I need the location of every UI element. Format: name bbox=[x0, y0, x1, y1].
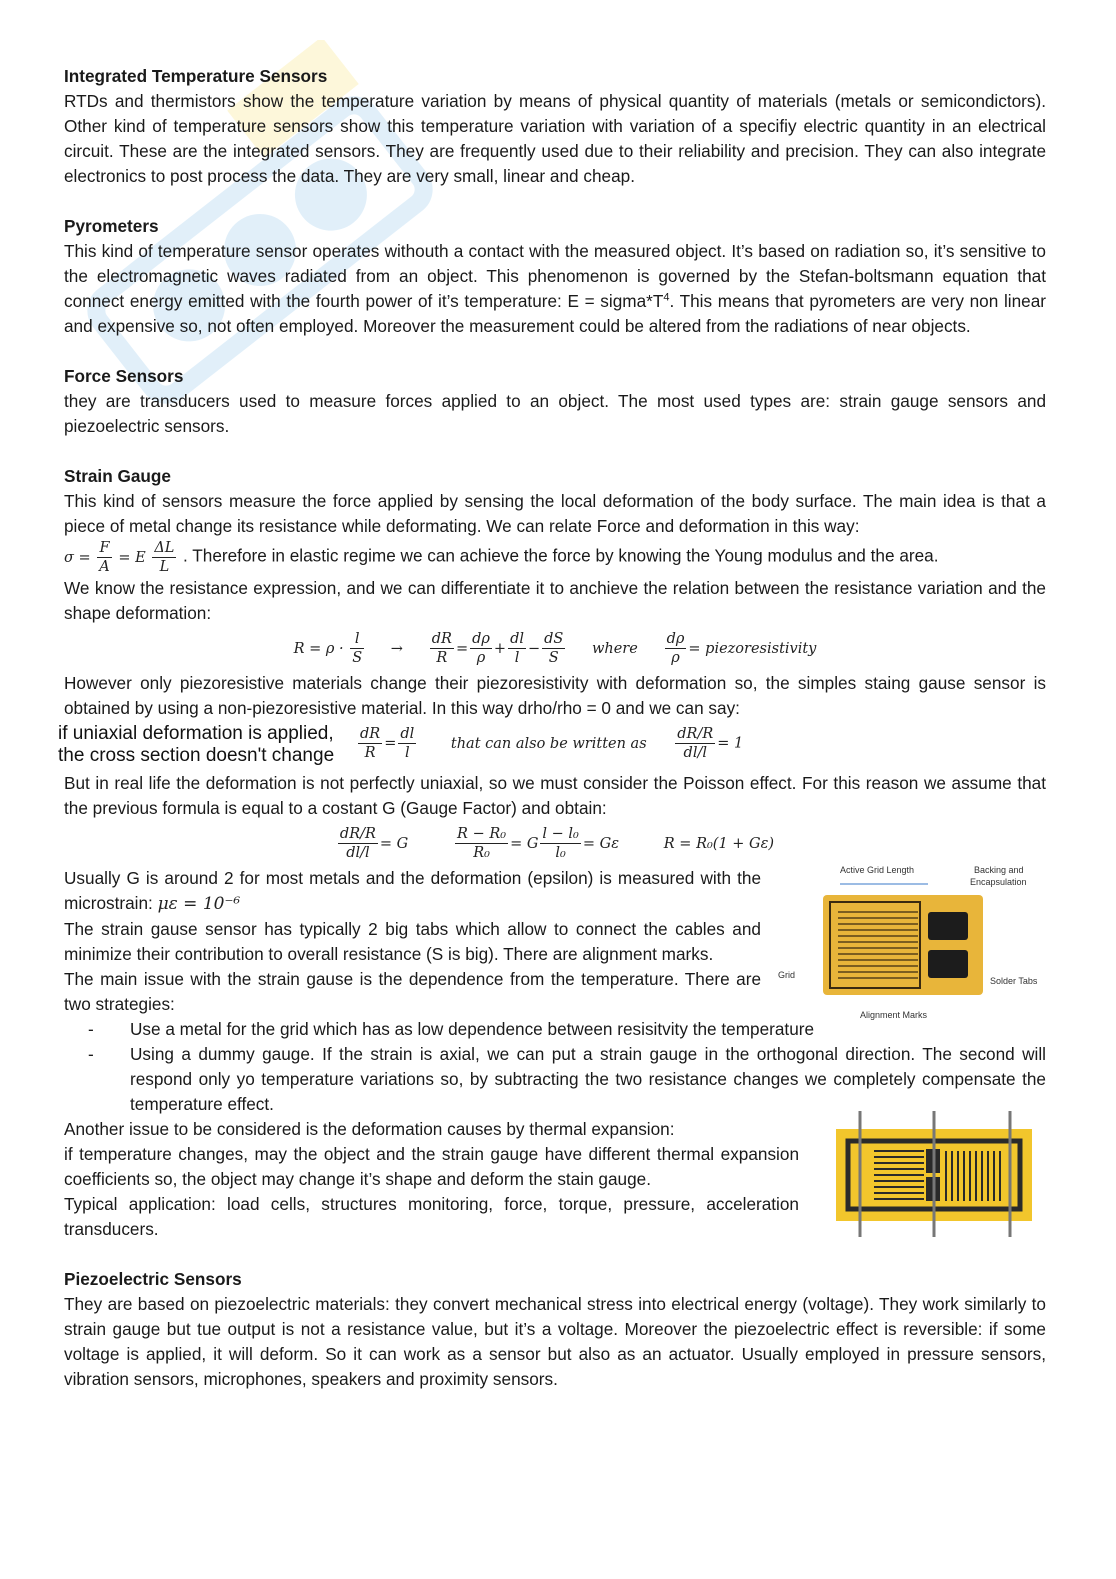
eq-u-eq: = bbox=[384, 735, 397, 752]
paragraph-strain-8: The main issue with the strain gause is the dependence from the temperature. There are two strategies: bbox=[64, 969, 761, 1014]
list-item: - Use a metal for the grid which has as low dependence between resisitvity the temperature bbox=[130, 1017, 1046, 1042]
paragraph-strain-1: This kind of sensors measure the force applied by sensing the local deformation of the body surface. The main idea is that a piece of metal change its resistance while deformating. We can relate Force and deformation in this way: bbox=[64, 491, 1046, 536]
label-solder-tabs: Solder Tabs bbox=[990, 976, 1038, 986]
eq-frac-dl-l2 bbox=[508, 630, 526, 667]
eq-frac-rr0 bbox=[455, 825, 508, 862]
eq-g-num: dR/R bbox=[339, 826, 376, 842]
eq-frac-dr-r2 bbox=[358, 725, 382, 762]
heading-integrated: Integrated Temperature Sensors bbox=[64, 66, 328, 86]
eq-frac-dl-l bbox=[152, 539, 176, 576]
eq-f: F bbox=[97, 539, 111, 558]
eq-rr-num: R − R₀ bbox=[457, 826, 507, 842]
label-grid: Grid bbox=[778, 970, 796, 980]
paragraph-strain-6 bbox=[64, 866, 761, 917]
equation-microstrain: με = 10⁻⁶ bbox=[157, 894, 241, 914]
eq-equals: = bbox=[455, 640, 469, 657]
gauge-backing bbox=[823, 895, 983, 995]
eq-frac-ratio bbox=[675, 725, 715, 762]
pyrometers-sup: 4 bbox=[663, 291, 670, 304]
eq-ll-den: l₀ bbox=[555, 845, 566, 861]
eq-drho2: dρ bbox=[666, 631, 685, 647]
eq-s-den: S bbox=[352, 650, 363, 666]
eq-gauge-2 bbox=[453, 826, 619, 861]
solder-tab-bottom bbox=[928, 950, 968, 978]
temperature-strategies-list bbox=[64, 1017, 1046, 1117]
eq-written-as: that can also be written as bbox=[450, 735, 647, 752]
eq-u-ratio-num: dR/R bbox=[677, 726, 714, 742]
paragraph-strain-7: The strain gause sensor has typically 2 big tabs which allow to connect the cables and minimize their contribution to overall resistance (S is big). There are alignment marks. bbox=[64, 919, 761, 964]
strain-gauge-photo bbox=[834, 1109, 1034, 1239]
eq-dr: dR bbox=[431, 631, 452, 647]
eq-plus: + bbox=[493, 640, 507, 657]
thermal-section bbox=[64, 1117, 1046, 1242]
eq-u-dl: dl bbox=[400, 726, 415, 742]
equation-resistance bbox=[64, 630, 1046, 667]
strain-wrapped-text bbox=[64, 866, 761, 1017]
eq-rho2: ρ bbox=[671, 650, 680, 666]
uniaxial-note-line2: the cross section doesn't change bbox=[58, 745, 335, 766]
eq-g-den: dl/l bbox=[346, 845, 370, 861]
pyrometers-text-a: This kind of temperature sensor operates withouth a contact with the measured object. It’s based on radiation so, it’s sensitive to the electromagnetic waves radiated from an object. This phenomenon is governed by the Stefan-boltsmann equation that connect energy emitted with the fourth power of it’s temperature: E = sigma*T bbox=[64, 241, 1046, 311]
eq-u-ratio-den: dl/l bbox=[683, 745, 707, 761]
eq-l-num: l bbox=[350, 630, 364, 649]
eq-frac-ll0 bbox=[540, 825, 580, 862]
eq-g2-eq: = G bbox=[510, 835, 539, 852]
eq-ds: dS bbox=[544, 631, 564, 647]
eq-frac-dl-l3 bbox=[398, 725, 416, 762]
label-backing-1: Backing and bbox=[974, 865, 1024, 875]
uniaxial-note bbox=[58, 723, 348, 767]
strain-gauge-diagram bbox=[778, 862, 1040, 1022]
eq-drho: dρ bbox=[472, 631, 490, 647]
eq-u-dr: dR bbox=[360, 726, 381, 742]
paragraph-piezo: They are based on piezoelectric materials: they convert mechanical stress into electrical energy (voltage). They work similarly to strain gauge but tue output is not a resistance value, but it’s a voltage. Moreover the piezoelectric effect is reversible: if some voltage is applied, it will deform. So it can work as a sensor but also as an actuator. Usually employed in pressure sensors, vibration sensors, microphones, speakers and proximity sensors. bbox=[64, 1294, 1046, 1389]
eq-l2: l bbox=[514, 650, 520, 666]
paragraph-strain-3: We know the resistance expression, and we can differentiate it to anchieve the relation between the resistance variation and the shape deformation: bbox=[64, 578, 1046, 623]
paragraph-pyrometers bbox=[64, 239, 1046, 339]
heading-pyrometers: Pyrometers bbox=[64, 216, 159, 236]
eq-frac-drho-rho2 bbox=[665, 630, 687, 667]
paragraph-strain-10: if temperature changes, may the object and the strain gauge have different thermal expansion coefficients so, the object may change it’s shape and deform the stain gauge. bbox=[64, 1144, 799, 1189]
heading-piezo: Piezoelectric Sensors bbox=[64, 1269, 242, 1289]
heading-force: Force Sensors bbox=[64, 366, 184, 386]
eq-gauge-final: R = R₀(1 + Gε) bbox=[663, 835, 775, 852]
label-backing-2: Encapsulation bbox=[970, 877, 1027, 887]
paragraph-strain-2 bbox=[64, 539, 1046, 576]
eq-s2: S bbox=[548, 650, 559, 666]
eq-sigma-lhs: σ = bbox=[64, 549, 91, 566]
eq-u-l: l bbox=[405, 745, 410, 761]
eq-g-eq: = G bbox=[379, 835, 409, 852]
heading-strain: Strain Gauge bbox=[64, 466, 171, 486]
eq-r-den: R bbox=[436, 650, 448, 666]
paragraph-strain-5: But in real life the deformation is not perfectly uniaxial, so we must consider the Poisson effect. For this reason we assume that the previous formula is equal to a costant G (Gauge Factor) and obtain: bbox=[64, 773, 1046, 818]
eq-frac-ds-s bbox=[542, 630, 565, 667]
eq-minus: − bbox=[527, 640, 541, 657]
eq-piezo-label: = piezoresistivity bbox=[688, 640, 817, 657]
equation-uniaxial bbox=[356, 725, 743, 762]
eq-dl: ΔL bbox=[154, 540, 175, 556]
uniaxial-row bbox=[58, 721, 1046, 771]
strain-figure-section bbox=[64, 865, 1046, 1020]
label-alignment-marks: Alignment Marks bbox=[860, 1010, 928, 1020]
eq-ge: = Gε bbox=[582, 835, 619, 852]
eq-frac-f-a bbox=[97, 539, 111, 576]
paragraph-strain-9: Another issue to be considered is the deformation causes by thermal expansion: bbox=[64, 1119, 675, 1139]
eq-l: L bbox=[159, 559, 170, 575]
paragraph-force: they are transducers used to measure forces applied to an object. The most used types are: strain gauge sensors and piezoelectric sensors. bbox=[64, 391, 1046, 436]
eq-u-one: = 1 bbox=[717, 735, 744, 752]
eq-sigma-e: = E bbox=[118, 549, 146, 566]
label-active-grid: Active Grid Length bbox=[840, 865, 915, 875]
eq-frac-gauge-ratio bbox=[338, 825, 378, 862]
list-item: - Using a dummy gauge. If the strain is axial, we can put a strain gauge in the orthogonal direction. The second will respond only yo temperature variations so, by subtracting the two resistance changes we completely compensate the temperature effect. bbox=[130, 1042, 1046, 1117]
eq-a: A bbox=[99, 559, 110, 575]
eq-r: R = ρ · bbox=[293, 640, 344, 657]
uniaxial-note-line1: if uniaxial deformation is applied, bbox=[58, 723, 334, 744]
paragraph-strain-4: However only piezoresistive materials change their piezoresistivity with deformation so, the simples staing gause sensor is obtained by using a non-piezoresistive material. In this way drho/rho = 0 and we can say: bbox=[64, 673, 1046, 718]
thermal-wrapped-text bbox=[64, 1117, 799, 1242]
equation-gauge bbox=[64, 825, 1046, 862]
eq-frac-dr-r bbox=[430, 630, 454, 667]
pyrometers-text-b: . This means that pyrometers are very non linear and expensive so, not often employed. Moreover the measurement could be altered from the radiations of near objects. bbox=[64, 291, 1046, 336]
document-page bbox=[58, 64, 1046, 1392]
eq-frac-drho-rho bbox=[470, 630, 492, 667]
eq-rho: ρ bbox=[476, 650, 486, 666]
paragraph-integrated: RTDs and thermistors show the temperature variation by means of physical quantity of materials (metals or semicondictors). Other kind of temperature sensors show this temperature variation with variation of a specifiy electric quantity in an electrical circuit. These are the integrated sensors. They are frequently used due to their reliability and precision. They can also integrate electronics to post process the data. They are very small, linear and cheap. bbox=[64, 91, 1046, 186]
solder-tab-top bbox=[928, 912, 968, 940]
eq-frac-l-s bbox=[350, 630, 364, 667]
strain-text-p6: Usually G is around 2 for most metals and the deformation (epsilon) is measured with the microstrain: bbox=[64, 868, 761, 913]
eq-resistance-def bbox=[293, 631, 371, 666]
eq-ll-num: l − l₀ bbox=[542, 826, 579, 842]
paragraph-strain-11: Typical application: load cells, structures monitoring, force, torque, pressure, acceleration transducers. bbox=[64, 1194, 799, 1239]
eq-u-r: R bbox=[364, 745, 376, 761]
strain-text-p2: . Therefore in elastic regime we can achieve the force by knowing the Young modulus and the area. bbox=[183, 545, 939, 566]
eq-dl2: dl bbox=[510, 631, 524, 647]
eq-arrow: → bbox=[390, 640, 403, 657]
eq-rr-den: R₀ bbox=[473, 845, 490, 861]
eq-where: where bbox=[591, 640, 638, 657]
eq-gauge-1 bbox=[336, 826, 409, 861]
